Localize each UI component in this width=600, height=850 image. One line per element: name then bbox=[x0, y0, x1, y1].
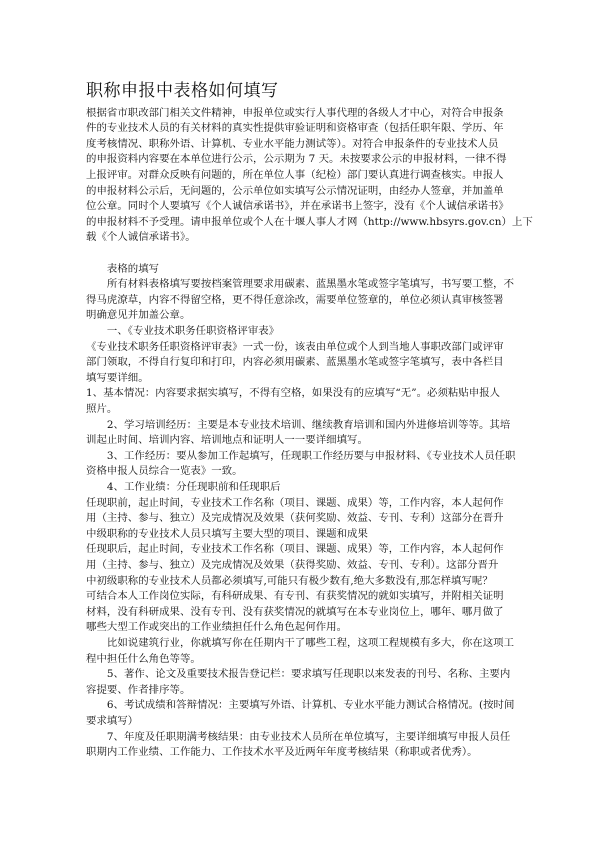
body-line: 2、学习培训经历：主要是本专业技术培训、继续教育培训和国内外进修培训等等。其培 bbox=[86, 418, 511, 431]
body-line: 《专业技术职务任职资格评审表》一式一份，该表由单位或个人到当地人事职改部门或评审 bbox=[86, 340, 504, 353]
body-line: 部门领取，不得自行复印和打印，内容必须用碳素、蓝黑墨水笔或签字笔填写，表中各栏目 bbox=[86, 356, 504, 369]
body-line: 的申报资料内容要在本单位进行公示，公示期为 7 天。未按要求公示的申报材料，一律不得 bbox=[86, 153, 507, 166]
body-line: 载《个人诚信承诺书》。 bbox=[86, 231, 196, 244]
body-line: 哪些大型工作或突出的工作业绩担任什么角色起何作用。 bbox=[86, 621, 348, 634]
body-line: 7、年度及任职期满考核结果：由专业技术人员所在单位填写，主要详细填写申报人员任 bbox=[86, 730, 511, 743]
body-line: 程中担任什么角色等等。 bbox=[86, 652, 201, 665]
body-line: 任现职后，起止时间，专业技术工作名称（项目、课题、成果）等，工作内容，本人起何作 bbox=[86, 543, 504, 556]
body-line: 资格申报人员综合一览表》一致。 bbox=[86, 465, 243, 478]
body-line: 得马虎潦草，内容不得留空格，更不得任意涂改，需要单位签章的，单位必须认真审核签署 bbox=[86, 293, 504, 306]
body-line: 表格的填写 bbox=[86, 262, 160, 275]
body-line: 中级职称的专业技术人员只填写主要大型的项目、课题和成果 bbox=[86, 527, 368, 540]
body-line: 可结合本人工作岗位实际，有科研成果、有专刊、有获奖情况的就如实填写，并附相关证明 bbox=[86, 590, 504, 603]
body-line: 的申报材料公示后，无问题的，公示单位如实填写公示情况证明，由经办人签章，并加盖单 bbox=[86, 184, 504, 197]
page-title: 职称申报中表格如何填写 bbox=[86, 81, 279, 101]
body-line: 中初级职称的专业技术人员都必须填写,可能只有极少数有,绝大多数没有,那怎样填写呢？ bbox=[86, 574, 493, 587]
body-line: 位公章。同时个人要填写《个人诚信承诺书》，并在承诺书上签字，没有《个人诚信承诺书》 bbox=[86, 200, 509, 213]
body-line: 一、《专业技术职务任职资格评审表》 bbox=[86, 324, 280, 337]
body-line: 容提要、作者排序等。 bbox=[86, 683, 191, 696]
body-line: 训起止时间、培训内容、培训地点和证明人一一要详细填写。 bbox=[86, 434, 368, 447]
body-line: 件的专业技术人员的有关材料的真实性提供审验证明和资格审查（包括任职年限、学历、年 bbox=[86, 122, 504, 135]
body-line: 任现职前，起止时间，专业技术工作名称（项目、课题、成果）等，工作内容，本人起何作 bbox=[86, 496, 504, 509]
body-line: 5、著作、论文及重要技术报告登记栏：要求填写任现职以来发表的刊号、名称、主要内 bbox=[86, 668, 511, 681]
body-line: 上报评审。对群众反映有问题的，所在单位人事（纪检）部门要认真进行调查核实。申报人 bbox=[86, 168, 504, 181]
body-line: 用（主持、参与、独立）及完成情况及效果（获得奖励、效益、专刊、专利）。这部分晋升 bbox=[86, 558, 499, 571]
body-line: 6、考试成绩和答辩情况：主要填写外语、计算机、专业水平能力测试合格情况。(按时间 bbox=[86, 699, 515, 712]
body-line: 根据省市职改部门相关文件精神，申报单位或实行人事代理的各级人才中心，对符合申报条 bbox=[86, 106, 504, 119]
body-line: 4、工作业绩：分任现职前和任现职后 bbox=[86, 480, 281, 493]
body-line: 所有材料表格填写要按档案管理要求用碳素、蓝黑墨水笔或签字笔填写，书写要工整，不 bbox=[86, 278, 515, 291]
body-line: 明确意见并加盖公章。 bbox=[86, 309, 191, 322]
body-line: 度考核情况、职称外语、计算机、专业水平能力测试等）。对符合申报条件的专业技术人员 bbox=[86, 137, 499, 150]
body-line: 1、基本情况：内容要求据实填写，不得有空格，如果没有的应填写“无”。必须粘贴申报人 bbox=[86, 387, 501, 400]
body-line: 要求填写） bbox=[86, 714, 139, 727]
body-line: 材料，没有科研成果、没有专刊、没有获奖情况的就填写在本专业岗位上，哪年、哪月做了 bbox=[86, 605, 504, 618]
body-line: 职期内工作业绩、工作能力、工作技术水平及近两年年度考核结果（称职或者优秀）。 bbox=[86, 746, 478, 759]
body-line: 3、工作经历：要从参加工作起填写，任现职工作经历要与申报材料、《专业技术人员任职 bbox=[86, 449, 516, 462]
body-line: 的申报材料不予受理。请申报单位或个人在十堰人事人才网（http://www.hbsyrs.gov.cn）上下 bbox=[86, 215, 533, 228]
body-line: 照片。 bbox=[86, 402, 118, 415]
body-line: 填写要详细。 bbox=[86, 371, 149, 384]
body-line: 比如说建筑行业，你就填写你在任期内干了哪些工程，这项工程规模有多大，你在这项工 bbox=[86, 636, 515, 649]
body-line: 用（主持、参与、独立）及完成情况及效果（获何奖励、效益、专刊、专利）这部分在晋升 bbox=[86, 512, 504, 525]
